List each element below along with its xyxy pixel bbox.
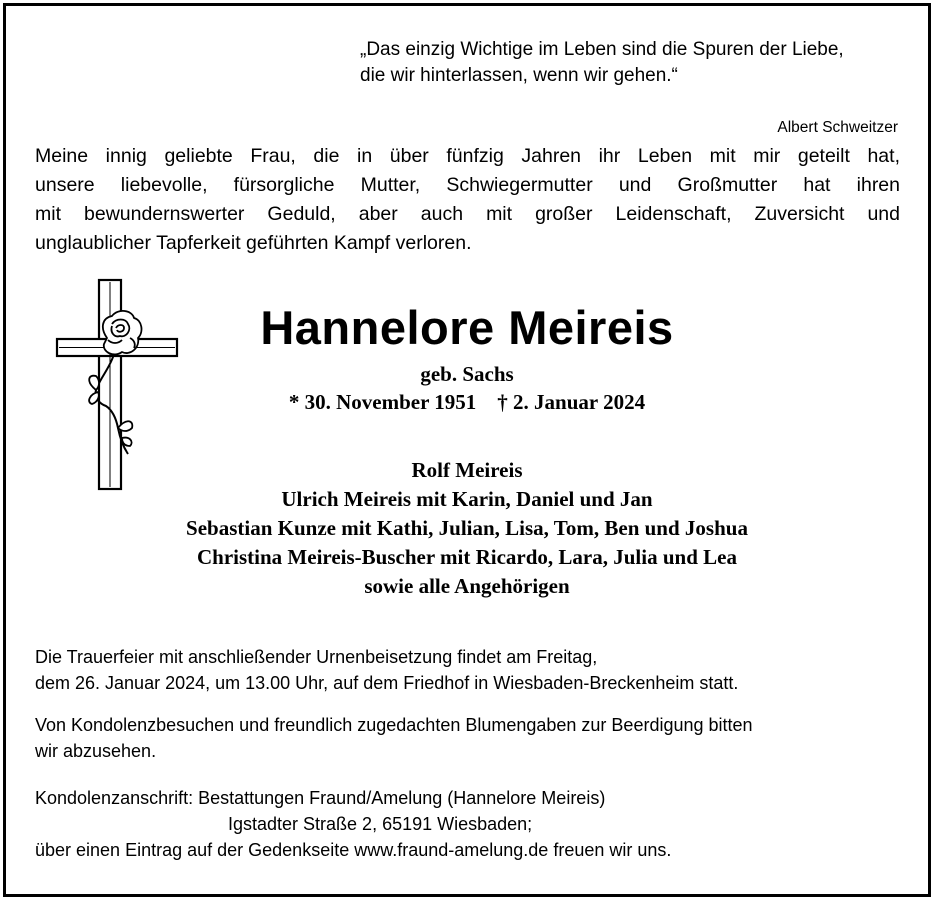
- address-line-3: über einen Eintrag auf der Gedenkseite www.fraund-amelung.de freuen wir uns.: [35, 840, 672, 860]
- condolence-line-2: wir abzusehen.: [35, 741, 157, 761]
- intro-paragraph: [35, 142, 900, 258]
- quote-line-1: „Das einzig Wichtige im Leben sind die Spuren der Liebe,: [360, 39, 844, 60]
- life-dates: * 30. November 1951 † 2. Januar 2024: [288, 390, 646, 414]
- family-member: Ulrich Meireis mit Karin, Daniel und Jan: [281, 487, 653, 511]
- intro-line-1: Meine innig geliebte Frau, die in über fünfzig Jahren ihr Leben mit mir geteilt hat,: [35, 145, 900, 167]
- intro-line-4: unglaublicher Tapferkeit geführten Kampf verloren.: [35, 232, 472, 254]
- quote-line-2: die wir hinterlassen, wenn wir gehen.“: [360, 65, 678, 86]
- family-member: Rolf Meireis: [411, 458, 523, 482]
- condolence-address: [35, 785, 895, 863]
- maiden-name: geb. Sachs: [420, 362, 514, 386]
- family-member: sowie alle Angehörigen: [364, 574, 570, 598]
- intro-line-2: unsere liebevolle, fürsorgliche Mutter, Schwiegermutter und Großmutter hat ihren: [35, 174, 900, 196]
- condolence-note: [35, 712, 895, 764]
- address-line-2: Igstadter Straße 2, 65191 Wiesbaden;: [228, 814, 533, 834]
- condolence-line-1: Von Kondolenzbesuchen und freundlich zugedachten Blumengaben zur Beerdigung bitten: [35, 715, 753, 735]
- family-member: Christina Meireis-Buscher mit Ricardo, Lara, Julia und Lea: [197, 545, 737, 569]
- quote-author: Albert Schweitzer: [777, 119, 898, 136]
- intro-line-3: mit bewundernswerter Geduld, aber auch mit großer Leidenschaft, Zuversicht und: [35, 203, 900, 225]
- family-member: Sebastian Kunze mit Kathi, Julian, Lisa, Tom, Ben und Joshua: [186, 516, 748, 540]
- funeral-line-2: dem 26. Januar 2024, um 13.00 Uhr, auf dem Friedhof in Wiesbaden-Breckenheim statt.: [35, 673, 739, 693]
- address-line-1: Kondolenzanschrift: Bestattungen Fraund/Amelung (Hannelore Meireis): [35, 788, 606, 808]
- quote-block: [360, 37, 910, 136]
- family-list: [150, 456, 784, 601]
- funeral-line-1: Die Trauerfeier mit anschließender Urnenbeisetzung findet am Freitag,: [35, 647, 598, 667]
- deceased-name: Hannelore Meireis: [260, 301, 674, 354]
- funeral-info: [35, 644, 895, 696]
